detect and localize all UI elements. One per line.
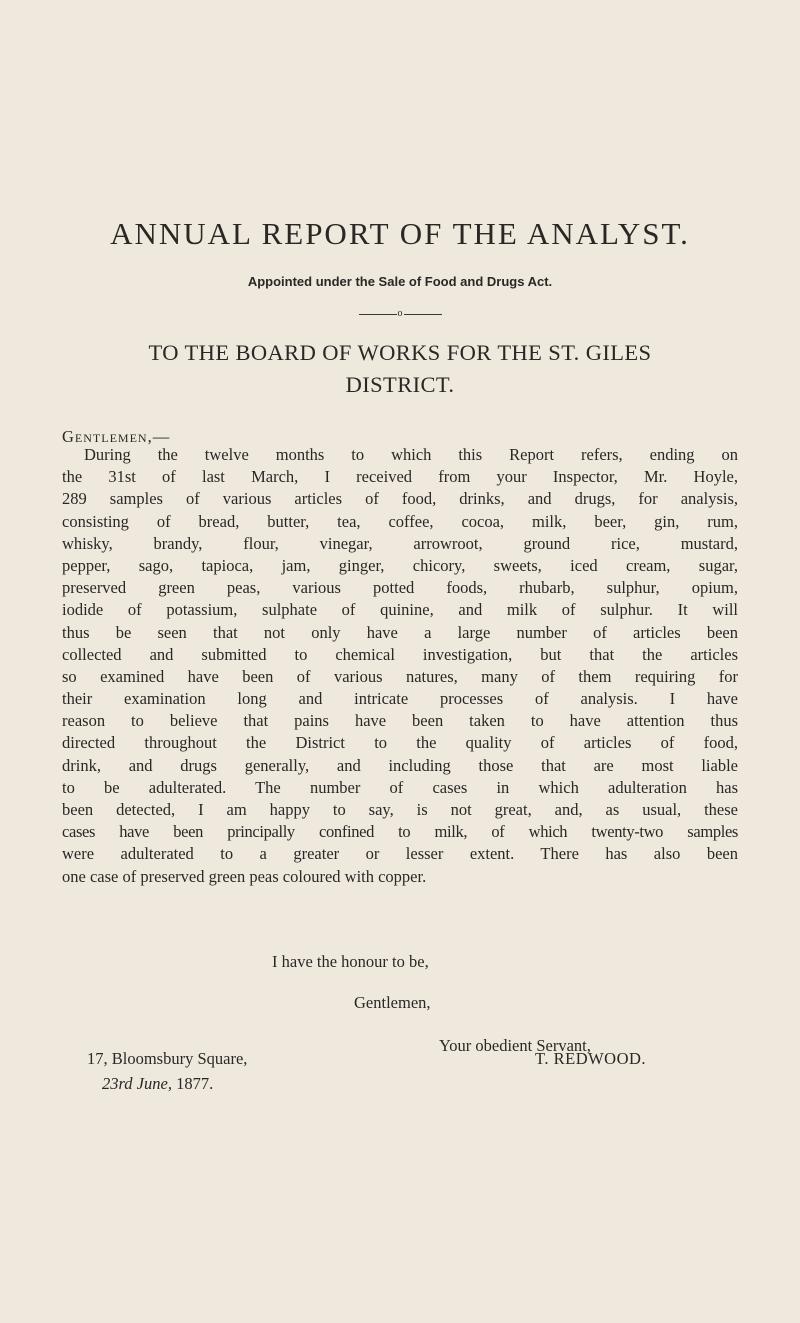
body-line: one case of preserved green peas coloured with copper.	[62, 866, 427, 886]
closing-honour: I have the honour to be,	[272, 952, 429, 971]
body-line: been detected, I am happy to say, is not great, and, as usual, these	[62, 800, 738, 819]
body-line: pepper, sago, tapioca, jam, ginger, chicory, sweets, iced cream, sugar,	[62, 555, 738, 575]
addressee-line-1: TO THE BOARD OF WORKS FOR THE ST. GILES	[148, 340, 652, 365]
report-subtitle: Appointed under the Sale of Food and Drugs Act.	[247, 274, 553, 289]
body-line: collected and submitted to chemical investigation, but that the articles	[62, 644, 738, 664]
body-line: During the twelve months to which this Report refers, ending on	[84, 445, 738, 464]
body-line: thus be seen that not only have a large number of articles been	[62, 622, 738, 642]
closing-gentlemen: Gentlemen,	[354, 993, 431, 1012]
body-line: the 31st of last March, I received from your Inspector, Mr. Hoyle,	[62, 467, 738, 487]
body-line: preserved green peas, various potted foods, rhubarb, sulphur, opium,	[62, 578, 738, 598]
addressee-heading	[40, 337, 760, 401]
body-line: to be adulterated. The number of cases in which adulteration has	[62, 777, 738, 797]
body-line: whisky, brandy, flour, vinegar, arrowroot, ground rice, mustard,	[62, 533, 738, 553]
body-line: directed throughout the District to the quality of articles of food,	[62, 733, 738, 753]
body-line: reason to believe that pains have been taken to have attention thus	[62, 711, 738, 731]
body-line: drink, and drugs generally, and including those that are most liable	[62, 755, 738, 775]
divider-rule-right	[404, 314, 442, 315]
closing-servant: Your obedient Servant,	[439, 1036, 591, 1055]
date-year: 1877.	[176, 1074, 214, 1093]
body-line: consisting of bread, butter, tea, coffee, cocoa, milk, beer, gin, rum,	[62, 511, 738, 531]
addressee-line-2: DISTRICT.	[345, 372, 455, 397]
report-date	[102, 1073, 213, 1095]
body-line: cases have been principally confined to milk, of which twenty-two samples	[62, 822, 738, 842]
body-line: were adulterated to a greater or lesser extent. There has also been	[62, 844, 738, 864]
report-title: ANNUAL REPORT OF THE ANALYST.	[110, 216, 690, 251]
salutation: Gentlemen,—	[62, 427, 171, 446]
divider-ornament: o	[397, 308, 403, 320]
sender-address: 17, Bloomsbury Square,	[87, 1049, 248, 1068]
body-line: 289 samples of various articles of food, drinks, and drugs, for analysis,	[62, 489, 738, 509]
body-line: iodide of potassium, sulphate of quinine, and milk of sulphur. It will	[62, 600, 738, 620]
body-line: their examination long and intricate processes of analysis. I have	[62, 689, 738, 709]
body-line: so examined have been of various natures, many of them requiring for	[62, 666, 738, 686]
divider-rule-left	[359, 314, 397, 315]
section-divider	[340, 306, 460, 321]
report-body	[62, 444, 738, 888]
date-day: 23rd June,	[102, 1074, 172, 1093]
signature: T. REDWOOD.	[535, 1049, 647, 1068]
